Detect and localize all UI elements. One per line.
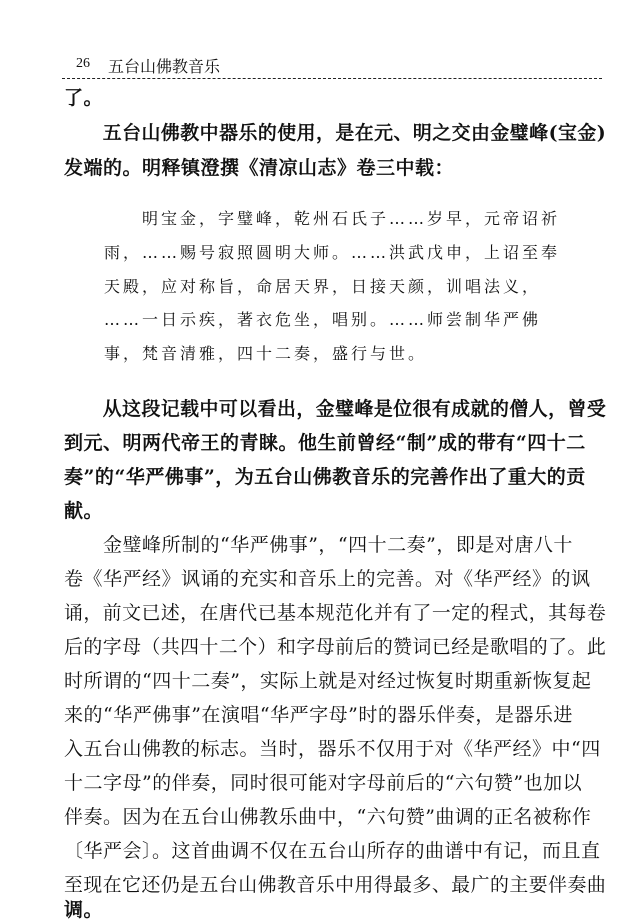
text-line: 伴奏。因为在五台山佛教乐曲中，“六句赞”曲调的正名被称作 [64, 806, 592, 828]
text-line: 五台山佛教中器乐的使用，是在元、明之交由金璧峰(宝金) [64, 122, 607, 144]
quote-line: 天殿，应对称旨，命居天界，日接天颜，训唱法义， [104, 277, 542, 296]
page-header [62, 54, 602, 80]
text-line: 〔华严会〕。这首曲调不仅在五台山所存的曲谱中有记，而且直 [64, 840, 601, 862]
text-line: 十二字母”的伴奏，同时很可能对字母前后的“六句赞”也加以 [64, 772, 583, 794]
text-line: 卷《华严经》讽诵的充实和音乐上的完善。对《华严经》的讽 [64, 568, 591, 590]
quote-line: 明宝金，字璧峰，乾州石氏子……岁早，元帝诏祈 [104, 209, 561, 228]
quote-line: 雨，……赐号寂照圆明大师。……洪武戊申，上诏至奉 [104, 243, 561, 262]
quote-line: ……一日示疾，著衣危坐，唱别。……师尝制华严佛 [104, 310, 542, 329]
text-line: 献。 [64, 500, 104, 522]
text-line: 时所谓的“四十二奏”，实际上就是对经过恢复时期重新恢复起 [64, 670, 592, 692]
text-line: 奏”的“华严佛事”，为五台山佛教音乐的完善作出了重大的贡 [64, 466, 586, 488]
text-line: 调。 [64, 899, 104, 921]
quote-line: 事，梵音清雅，四十二奏，盛行与世。 [104, 344, 428, 363]
text-line: 至现在它还仍是五台山佛教音乐中用得最多、最广的主要伴奏曲 [64, 874, 607, 896]
text-line: 金璧峰所制的“华严佛事”，“四十二奏”，即是对唐八十 [64, 534, 573, 556]
text-line: 入五台山佛教的标志。当时，器乐不仅用于对《华严经》中“四 [64, 738, 601, 760]
text-line: 后的字母（共四十二个）和字母前后的赞词已经是歌唱的了。此 [64, 636, 607, 658]
page-number: 26 [76, 56, 90, 71]
text-line: 诵，前文已述，在唐代已基本规范化并有了一定的程式，其每卷 [64, 602, 607, 624]
text-line: 了。 [64, 87, 104, 109]
header-rule [62, 78, 602, 79]
text-line: 发端的。明释镇澄撰《清凉山志》卷三中载： [64, 157, 455, 179]
running-title: 五台山佛教音乐 [108, 57, 221, 76]
text-line: 从这段记载中可以看出，金璧峰是位很有成就的僧人，曾受 [64, 398, 607, 420]
text-line: 到元、明两代帝王的青睐。他生前曾经“制”成的带有“四十二 [64, 432, 586, 454]
text-line: 来的“华严佛事”在演唱“华严字母”时的器乐伴奏，是器乐进 [64, 704, 573, 726]
